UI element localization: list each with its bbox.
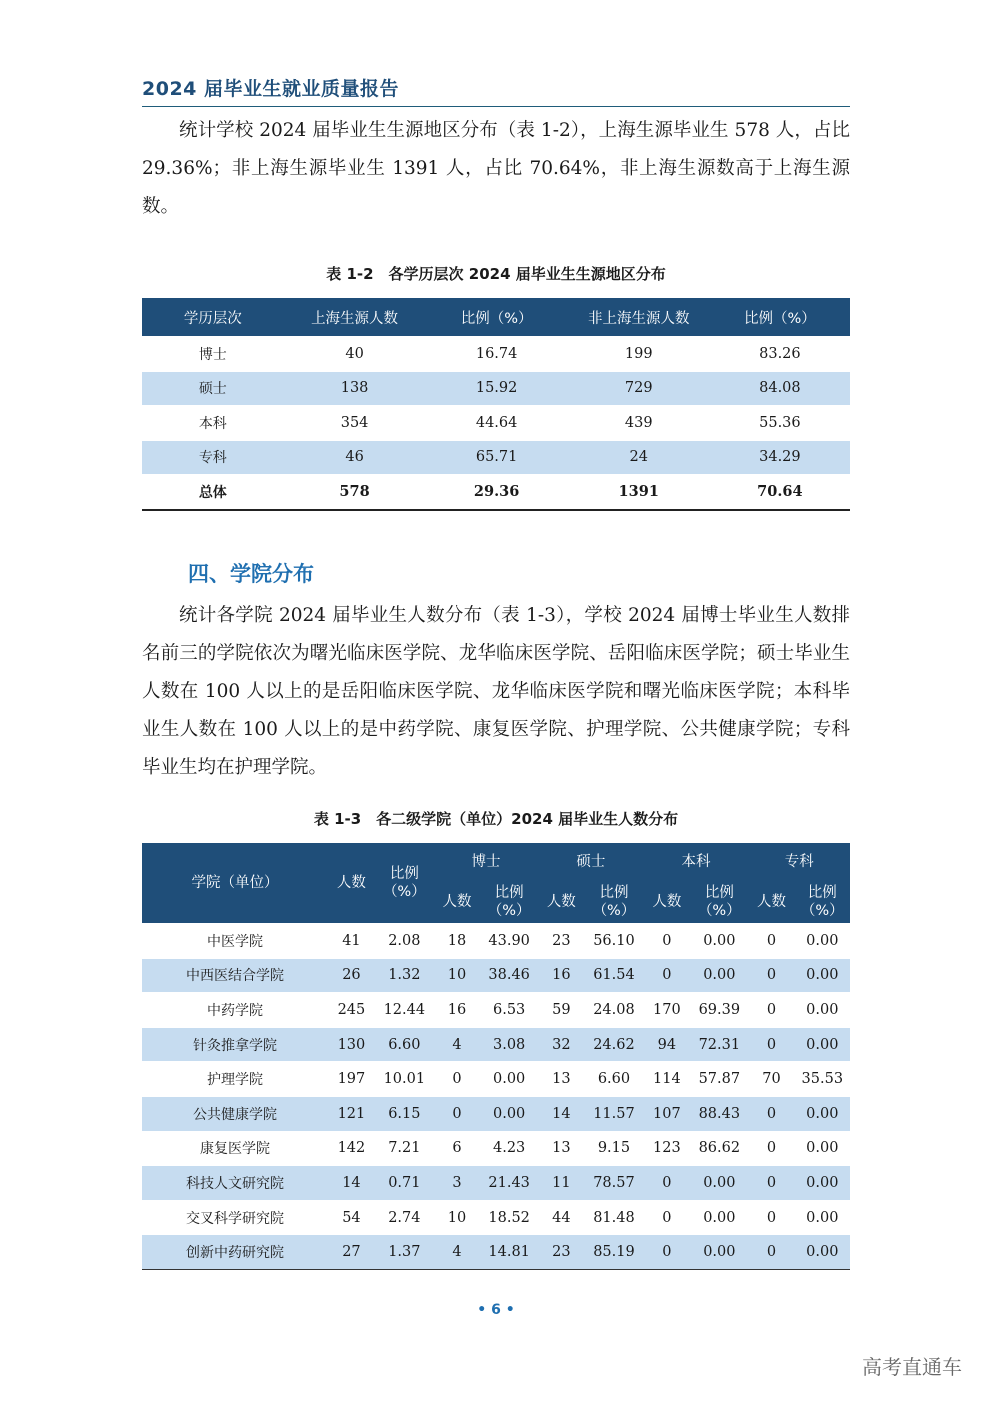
cell: 16.74 — [426, 337, 568, 372]
cell: 11.57 — [584, 1096, 643, 1131]
watermark: 高考直通车 — [862, 1355, 962, 1379]
cell: 0 — [748, 1200, 794, 1235]
cell: 81.48 — [584, 1200, 643, 1235]
ratio-label: 比例 — [389, 866, 419, 882]
cell: 10 — [434, 1200, 480, 1235]
college-paragraph: 统计各学院 2024 届毕业生人数分布（表 1-3），学校 2024 届博士毕业生人数排名前三的学院依次为曙光临床医学院、龙华临床医学院、岳阳临床医学院；硕士毕业生人数在 100 人以上的是岳阳临床医学院、龙华临床医学院和曙光临床医学院；本科毕业生人数在 100 人以上的是中药学院、康复医学院、护理学院、公共健康学院；专科毕业生均在护理学院。 — [142, 605, 850, 778]
cell: 6.15 — [375, 1096, 434, 1131]
col-header: 学历层次 — [142, 298, 284, 337]
cell: 0.00 — [690, 1235, 748, 1270]
cell: 14 — [538, 1096, 584, 1131]
table-1-2-caption: 表 1-2 各学历层次 2024 届毕业生生源地区分布 — [326, 265, 666, 283]
cell: 护理学院 — [142, 1062, 328, 1097]
cell: 14.81 — [480, 1235, 538, 1270]
cell: 24.08 — [584, 993, 643, 1028]
cell: 29.36 — [426, 475, 568, 510]
cell: 84.08 — [710, 371, 850, 406]
cell: 78.57 — [584, 1166, 643, 1201]
cell: 26 — [328, 958, 375, 993]
cell: 32 — [538, 1027, 584, 1062]
cell: 16 — [434, 993, 480, 1028]
cell: 3.08 — [480, 1027, 538, 1062]
table-row — [142, 440, 850, 475]
cell: 114 — [644, 1062, 691, 1097]
cell: 0 — [748, 958, 794, 993]
cell: 199 — [568, 337, 710, 372]
cell: 科技人文研究院 — [142, 1166, 328, 1201]
col-header: 比例（%） — [426, 298, 568, 337]
cell: 0 — [748, 924, 794, 959]
cell: 9.15 — [584, 1131, 643, 1166]
cell: 3 — [434, 1166, 480, 1201]
sub-header — [480, 881, 538, 924]
cell: 2.08 — [375, 924, 434, 959]
sub-header — [795, 881, 850, 924]
cell: 27 — [328, 1235, 375, 1270]
cell: 83.26 — [710, 337, 850, 372]
cell: 博士 — [142, 337, 284, 372]
cell: 6.60 — [584, 1062, 643, 1097]
group-header: 硕士 — [538, 843, 643, 881]
cell: 70 — [748, 1062, 794, 1097]
cell: 4 — [434, 1235, 480, 1270]
cell: 12.44 — [375, 993, 434, 1028]
table-row — [142, 1235, 850, 1270]
cell: 0.00 — [480, 1096, 538, 1131]
cell: 14 — [328, 1166, 375, 1201]
cell: 公共健康学院 — [142, 1096, 328, 1131]
cell: 170 — [644, 993, 691, 1028]
cell: 0.00 — [795, 993, 850, 1028]
cell: 本科 — [142, 406, 284, 441]
cell: 59 — [538, 993, 584, 1028]
cell: 35.53 — [795, 1062, 850, 1097]
cell: 54 — [328, 1200, 375, 1235]
cell: 55.36 — [710, 406, 850, 441]
cell: 7.21 — [375, 1131, 434, 1166]
table-header-row — [142, 843, 850, 881]
cell: 1.37 — [375, 1235, 434, 1270]
cell: 34.29 — [710, 440, 850, 475]
cell: 针灸推拿学院 — [142, 1027, 328, 1062]
sub-header: 人数 — [644, 881, 691, 924]
cell: 0 — [748, 1096, 794, 1131]
table-row — [142, 1200, 850, 1235]
table-header-row — [142, 298, 850, 337]
cell: 1.32 — [375, 958, 434, 993]
cell: 2.74 — [375, 1200, 434, 1235]
cell: 0.00 — [480, 1062, 538, 1097]
table-row — [142, 337, 850, 372]
ratio-label: 比例 — [599, 885, 629, 901]
cell: 23 — [538, 924, 584, 959]
table-row — [142, 1131, 850, 1166]
cell: 0.00 — [690, 924, 748, 959]
cell: 85.19 — [584, 1235, 643, 1270]
cell: 56.10 — [584, 924, 643, 959]
cell: 121 — [328, 1096, 375, 1131]
cell: 138 — [284, 371, 426, 406]
table-row — [142, 1096, 850, 1131]
cell: 0.00 — [795, 1200, 850, 1235]
cell: 0 — [644, 924, 691, 959]
cell: 0.00 — [795, 1166, 850, 1201]
cell: 439 — [568, 406, 710, 441]
cell: 专科 — [142, 440, 284, 475]
cell: 69.39 — [690, 993, 748, 1028]
table-1-3-body — [142, 924, 850, 1270]
cell: 0 — [434, 1096, 480, 1131]
cell: 6.53 — [480, 993, 538, 1028]
sub-header: 人数 — [748, 881, 794, 924]
sub-header: 人数 — [434, 881, 480, 924]
cell: 4 — [434, 1027, 480, 1062]
cell: 1391 — [568, 475, 710, 510]
table-total-row — [142, 475, 850, 510]
cell: 0 — [434, 1062, 480, 1097]
ratio-unit: （%） — [592, 903, 636, 919]
cell: 中医学院 — [142, 924, 328, 959]
cell: 0.00 — [795, 958, 850, 993]
cell: 4.23 — [480, 1131, 538, 1166]
cell: 硕士 — [142, 371, 284, 406]
table-1-3 — [142, 843, 850, 1270]
cell: 0 — [748, 1131, 794, 1166]
cell: 15.92 — [426, 371, 568, 406]
col-header: 人数 — [328, 843, 375, 924]
ratio-unit: （%） — [382, 884, 426, 900]
cell: 23 — [538, 1235, 584, 1270]
cell: 0.00 — [795, 1096, 850, 1131]
sub-header — [584, 881, 643, 924]
cell: 0 — [644, 958, 691, 993]
table-row — [142, 993, 850, 1028]
cell: 0 — [644, 1166, 691, 1201]
ratio-unit: （%） — [800, 903, 844, 919]
cell: 0.71 — [375, 1166, 434, 1201]
cell: 0.00 — [795, 1235, 850, 1270]
table-1-2 — [142, 298, 850, 511]
cell: 24 — [568, 440, 710, 475]
cell: 142 — [328, 1131, 375, 1166]
col-header: 比例（%） — [710, 298, 850, 337]
cell: 44 — [538, 1200, 584, 1235]
ratio-label: 比例 — [704, 885, 734, 901]
table-row — [142, 406, 850, 441]
cell: 88.43 — [690, 1096, 748, 1131]
cell: 18.52 — [480, 1200, 538, 1235]
page-number: • 6 • — [477, 1302, 515, 1318]
table-row — [142, 371, 850, 406]
cell: 0 — [748, 1166, 794, 1201]
table-row — [142, 1027, 850, 1062]
cell: 13 — [538, 1131, 584, 1166]
cell: 61.54 — [584, 958, 643, 993]
cell: 中西医结合学院 — [142, 958, 328, 993]
cell: 0 — [748, 993, 794, 1028]
table-1-3-caption: 表 1-3 各二级学院（单位）2024 届毕业生人数分布 — [313, 810, 679, 828]
cell: 0.00 — [795, 924, 850, 959]
cell: 总体 — [142, 475, 284, 510]
section-heading: 四、学院分布 — [188, 562, 314, 586]
cell: 21.43 — [480, 1166, 538, 1201]
cell: 197 — [328, 1062, 375, 1097]
intro-paragraph: 统计学校 2024 届毕业生生源地区分布（表 1-2），上海生源毕业生 578 人，占比 29.36%；非上海生源毕业生 1391 人，占比 70.64%，非上海生源数高于上海生源数。 — [142, 120, 850, 217]
page-header — [142, 74, 850, 101]
cell: 11 — [538, 1166, 584, 1201]
table-row — [142, 924, 850, 959]
cell: 0 — [748, 1235, 794, 1270]
cell: 72.31 — [690, 1027, 748, 1062]
ratio-unit: （%） — [697, 903, 741, 919]
cell: 130 — [328, 1027, 375, 1062]
cell: 65.71 — [426, 440, 568, 475]
cell: 86.62 — [690, 1131, 748, 1166]
cell: 38.46 — [480, 958, 538, 993]
sub-header: 人数 — [538, 881, 584, 924]
col-header: 学院（单位） — [142, 843, 328, 924]
report-title: 2024 届毕业生就业质量报告 — [142, 78, 399, 100]
cell: 0 — [644, 1200, 691, 1235]
table-row — [142, 1166, 850, 1201]
group-header: 博士 — [434, 843, 538, 881]
cell: 10.01 — [375, 1062, 434, 1097]
col-header: 上海生源人数 — [284, 298, 426, 337]
ratio-label: 比例 — [494, 885, 524, 901]
cell: 24.62 — [584, 1027, 643, 1062]
cell: 中药学院 — [142, 993, 328, 1028]
cell: 354 — [284, 406, 426, 441]
cell: 6 — [434, 1131, 480, 1166]
cell: 0 — [644, 1235, 691, 1270]
ratio-unit: （%） — [487, 903, 531, 919]
cell: 44.64 — [426, 406, 568, 441]
cell: 康复医学院 — [142, 1131, 328, 1166]
cell: 729 — [568, 371, 710, 406]
cell: 57.87 — [690, 1062, 748, 1097]
cell: 46 — [284, 440, 426, 475]
cell: 10 — [434, 958, 480, 993]
group-header: 专科 — [748, 843, 850, 881]
table-row — [142, 958, 850, 993]
cell: 107 — [644, 1096, 691, 1131]
col-header — [375, 843, 434, 924]
cell: 43.90 — [480, 924, 538, 959]
cell: 0.00 — [690, 958, 748, 993]
cell: 40 — [284, 337, 426, 372]
cell: 0.00 — [795, 1027, 850, 1062]
cell: 18 — [434, 924, 480, 959]
cell: 0 — [748, 1027, 794, 1062]
cell: 123 — [644, 1131, 691, 1166]
cell: 245 — [328, 993, 375, 1028]
sub-header — [690, 881, 748, 924]
cell: 交叉科学研究院 — [142, 1200, 328, 1235]
table-row — [142, 1062, 850, 1097]
col-header: 非上海生源人数 — [568, 298, 710, 337]
cell: 创新中药研究院 — [142, 1235, 328, 1270]
cell: 70.64 — [710, 475, 850, 510]
header-divider — [142, 106, 850, 107]
cell: 578 — [284, 475, 426, 510]
cell: 0.00 — [795, 1131, 850, 1166]
cell: 13 — [538, 1062, 584, 1097]
cell: 94 — [644, 1027, 691, 1062]
cell: 0.00 — [690, 1200, 748, 1235]
cell: 0.00 — [690, 1166, 748, 1201]
cell: 41 — [328, 924, 375, 959]
cell: 6.60 — [375, 1027, 434, 1062]
group-header: 本科 — [644, 843, 749, 881]
ratio-label: 比例 — [807, 885, 837, 901]
cell: 16 — [538, 958, 584, 993]
